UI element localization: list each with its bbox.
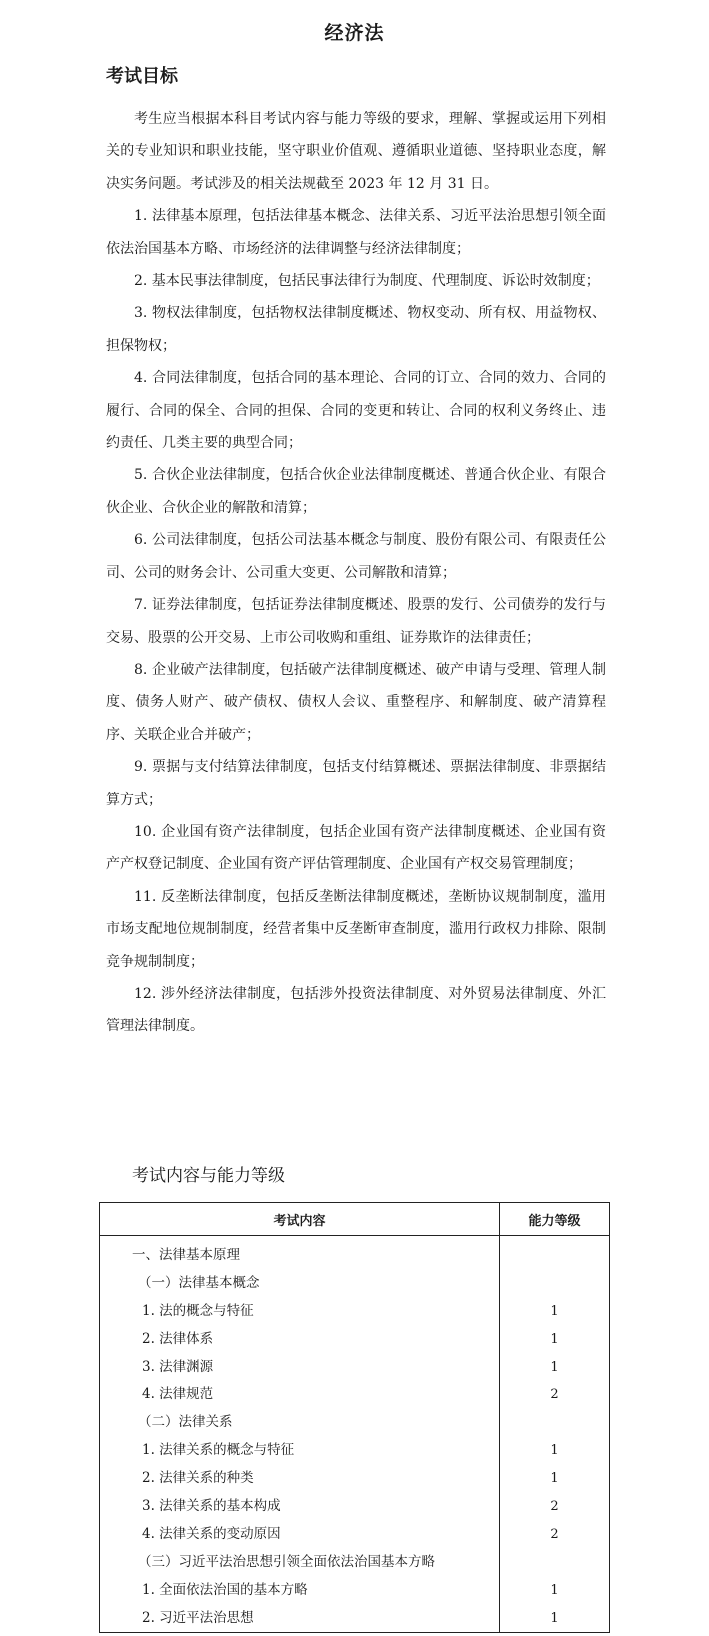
exam-content-table [99,1202,610,1633]
table-row-level: 1 [550,1471,559,1487]
objective-item-6: 6. 公司法律制度，包括公司法基本概念与制度、股份有限公司、有限责任公司、公司的财务会计、公司重大变更、公司解散和清算； [106,532,606,581]
table-row-level: 1 [550,1582,559,1598]
table-header-row [100,1203,610,1236]
table-row-level [500,1409,609,1437]
objective-item-5: 5. 合伙企业法律制度，包括合伙企业法律制度概述、普通合伙企业、有限合伙企业、合伙企业的解散和清算； [106,467,606,516]
section-heading-exam-objectives: 考试目标 [106,66,178,87]
objective-item-7: 7. 证券法律制度，包括证券法律制度概述、股票的发行、公司债券的发行与交易、股票的公开交易、上市公司收购和重组、证券欺诈的法律责任； [106,597,606,646]
table-row-content: （三）习近平法治思想引领全面依法治国基本方略 [138,1553,435,1570]
table-row-content: 1. 全面依法治国的基本方略 [142,1581,308,1598]
intro-paragraph: 考生应当根据本科目考试内容与能力等级的要求，理解、掌握或运用下列相关的专业知识和职业技能，坚守职业价值观、遵循职业道德、坚持职业态度，解决实务问题。考试涉及的相关法规截至 2023 年 12 月 31 日。 [106,111,606,192]
table-row-content: 3. 法律关系的基本构成 [142,1498,281,1515]
table-row-level: 1 [550,1610,559,1626]
table-row-level: 2 [550,1526,559,1542]
objective-item-11: 11. 反垄断法律制度，包括反垄断法律制度概述，垄断协议规制制度，滥用市场支配地位规制制度，经营者集中反垄断审查制度，滥用行政权力排除、限制竞争规制制度； [106,888,606,970]
document-title: 经济法 [324,22,385,44]
table-row-content: 1. 法律关系的概念与特征 [142,1442,295,1459]
table-row-level: 2 [550,1499,559,1515]
table-row-content: 2. 法律关系的种类 [142,1470,254,1487]
table-row-content: （一）法律基本概念 [138,1274,260,1291]
objective-item-3: 3. 物权法律制度，包括物权法律制度概述、物权变动、所有权、用益物权、担保物权； [106,305,606,354]
table-row-content: 4. 法律规范 [142,1386,214,1403]
table-row-content: 3. 法律渊源 [142,1358,214,1375]
table-row-level: 1 [550,1443,559,1459]
objective-item-4: 4. 合同法律制度，包括合同的基本理论、合同的订立、合同的效力、合同的履行、合同的保全、合同的担保、合同的变更和转让、合同的权利义务终止、违约责任、几类主要的典型合同； [106,370,606,452]
table-row-content: 1. 法的概念与特征 [142,1302,254,1319]
level-column [500,1236,610,1633]
content-column [100,1236,500,1633]
objective-item-9: 9. 票据与支付结算法律制度，包括支付结算概述、票据法律制度、非票据结算方式； [106,759,606,808]
section-heading-exam-content: 考试内容与能力等级 [132,1166,285,1186]
table-row-content: 4. 法律关系的变动原因 [142,1525,281,1542]
table-row-level: 2 [550,1387,559,1403]
table-row-content: 2. 习近平法治思想 [142,1609,254,1626]
table-row-level: 1 [550,1303,559,1319]
table-row-level [500,1549,609,1577]
table-row-content: （二）法律关系 [138,1414,233,1431]
objective-item-2: 2. 基本民事法律制度，包括民事法律行为制度、代理制度、诉讼时效制度； [134,273,600,290]
objective-item-8: 8. 企业破产法律制度，包括破产法律制度概述、破产申请与受理、管理人制度、债务人财产、破产债权、债权人会议、重整程序、和解制度、破产清算程序、关联企业合并破产； [106,661,606,743]
table-body-row [100,1236,610,1633]
table-row-content: 一、法律基本原理 [132,1247,240,1263]
objective-item-1: 1. 法律基本原理，包括法律基本概念、法律关系、习近平法治思想引领全面依法治国基本方略、市场经济的法律调整与经济法律制度； [106,208,606,257]
table-row-level [500,1242,609,1270]
table-row-level [500,1270,609,1298]
header-ability-level: 能力等级 [500,1203,610,1236]
header-exam-content: 考试内容 [100,1203,500,1236]
objective-item-10: 10. 企业国有资产法律制度，包括企业国有资产法律制度概述、企业国有资产产权登记制度、企业国有资产评估管理制度、企业国有产权交易管理制度； [106,823,606,873]
objective-item-12: 12. 涉外经济法律制度，包括涉外投资法律制度、对外贸易法律制度、外汇管理法律制度。 [106,985,606,1035]
objectives-body [106,103,606,1043]
table-row-content: 2. 法律体系 [142,1330,214,1347]
table-row-level: 1 [550,1331,559,1347]
table-row-level: 1 [550,1359,559,1375]
